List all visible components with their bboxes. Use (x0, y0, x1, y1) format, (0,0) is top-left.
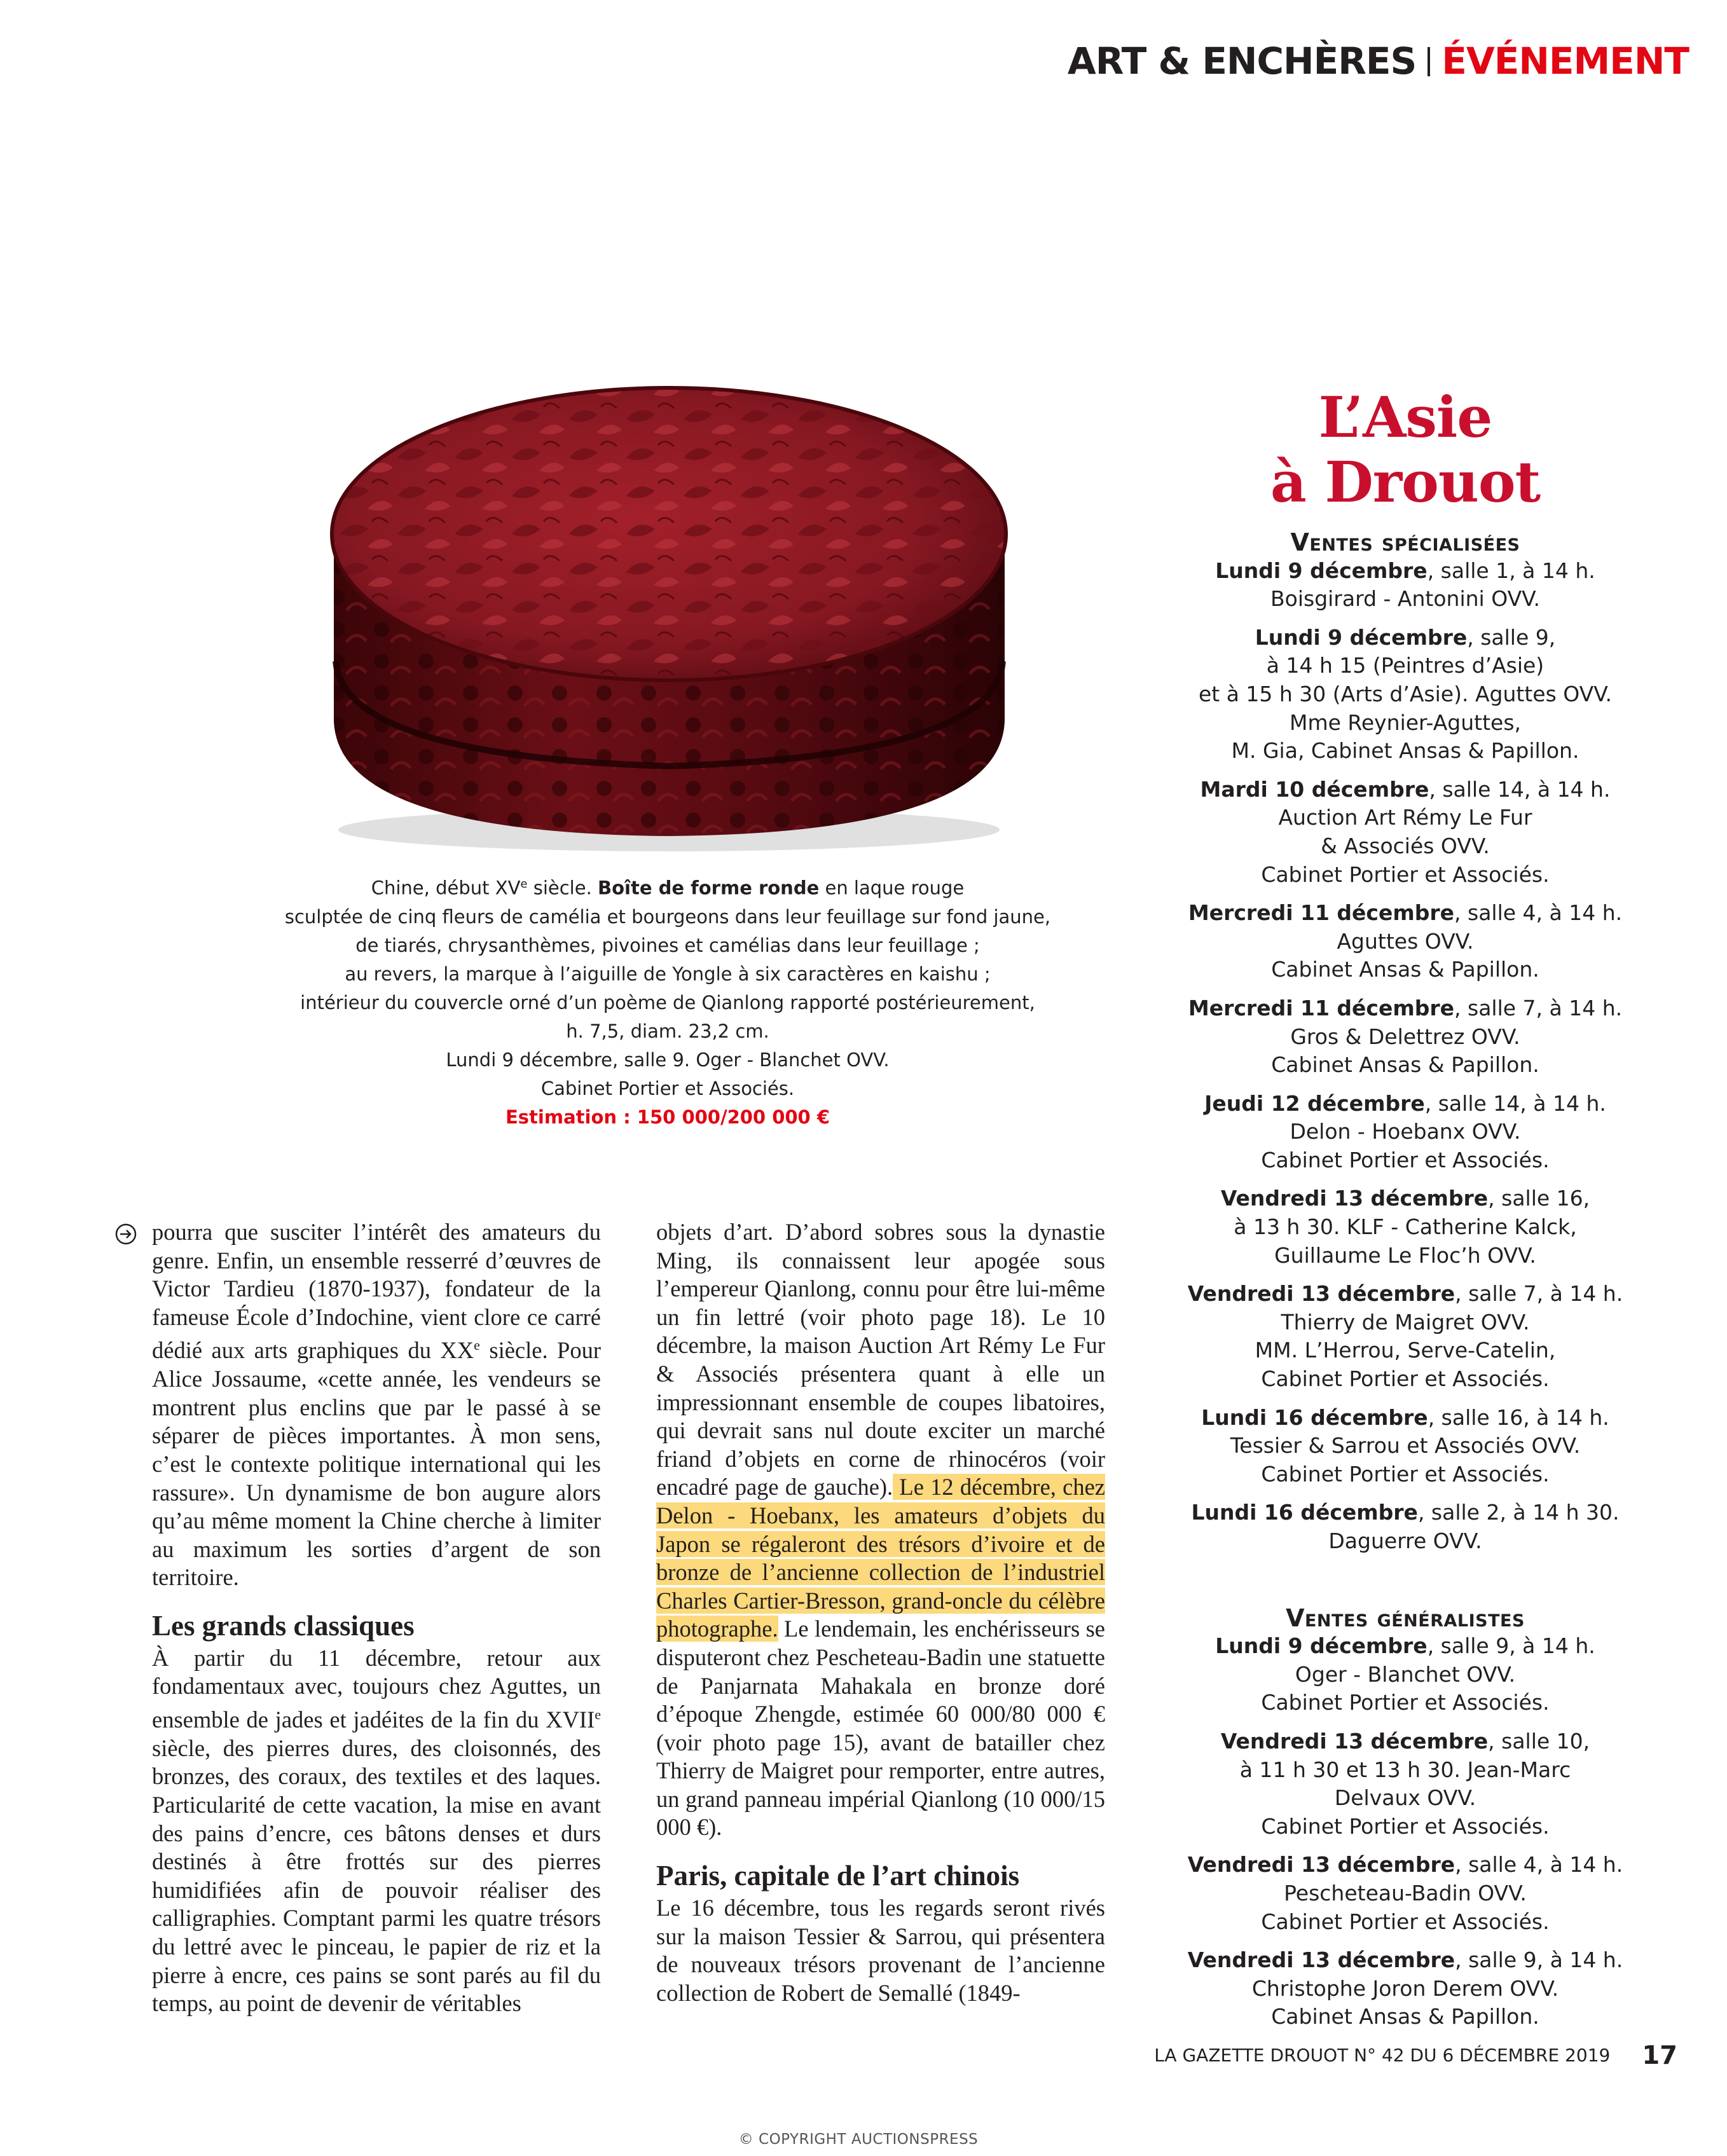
sale-detail-line: Cabinet Portier et Associés. (1261, 1461, 1550, 1487)
sale-date-line (1164, 624, 1647, 652)
specialized-sales-heading: Ventes spécialisées (1290, 528, 1520, 556)
sale-room: , salle 2, à 14 h 30. (1417, 1500, 1620, 1525)
sale-detail-line: à 11 h 30 et 13 h 30. Jean-Marc (1239, 1757, 1571, 1782)
caption-line-7: Lundi 9 décembre, salle 9. Oger - Blanchet OVV. (446, 1048, 890, 1071)
sale-date-line (1164, 1632, 1647, 1661)
sale-date-line (1164, 1727, 1647, 1756)
sale-detail-line: Cabinet Portier et Associés. (1261, 1909, 1550, 1934)
sale-date-line (1164, 1184, 1647, 1213)
sale-detail-line: & Associés OVV. (1321, 833, 1490, 858)
sale-detail-line: Pescheteau-Badin OVV. (1284, 1880, 1527, 1905)
sale-entry (1164, 1404, 1647, 1489)
page-number: 17 (1642, 2041, 1677, 2070)
sale-date: Vendredi 13 décembre (1187, 1947, 1455, 1973)
sale-date: Mercredi 11 décembre (1188, 900, 1455, 926)
sale-date: Lundi 16 décembre (1191, 1500, 1418, 1525)
sale-detail-line: Oger - Blanchet OVV. (1295, 1661, 1516, 1687)
section-header (954, 39, 1689, 90)
sale-entry (1164, 1090, 1647, 1175)
sale-detail-line: Thierry de Maigret OVV. (1281, 1309, 1530, 1335)
sale-detail-line: Cabinet Ansas & Papillon. (1271, 957, 1539, 982)
sale-detail-line: Delon - Hoebanx OVV. (1290, 1119, 1521, 1144)
sale-detail-line: Cabinet Portier et Associés. (1261, 862, 1550, 887)
sale-date-line (1164, 1946, 1647, 1975)
sale-room: , salle 9, (1467, 624, 1556, 650)
sale-date-line (1164, 1280, 1647, 1308)
sale-entry (1164, 899, 1647, 984)
sale-entry (1164, 1946, 1647, 2031)
sale-date: Vendredi 13 décembre (1187, 1852, 1455, 1878)
sale-detail-line: Delvaux OVV. (1334, 1785, 1476, 1811)
sale-detail-line: M. Gia, Cabinet Ansas & Papillon. (1231, 738, 1579, 764)
sale-detail-line: Cabinet Portier et Associés. (1261, 1366, 1550, 1392)
sale-date: Mardi 10 décembre (1200, 776, 1429, 802)
subheading-grands-classiques: Les grands classiques (152, 1609, 415, 1642)
section-label: ÉVÉNEMENT (1441, 39, 1689, 83)
sale-entry (1164, 1184, 1647, 1270)
sale-date-line (1164, 1404, 1647, 1432)
sale-detail-line: Boisgirard - Antonini OVV. (1270, 586, 1540, 612)
sale-entry (1164, 1851, 1647, 1936)
sale-date-line (1164, 776, 1647, 804)
caption-line-4: au revers, la marque à l’aiguille de Yongle à six caractères en kaishu ; (345, 963, 991, 985)
sale-room: , salle 1, à 14 h. (1427, 558, 1595, 583)
sale-room: , salle 16, à 14 h. (1428, 1404, 1609, 1430)
sale-date-line (1164, 557, 1647, 586)
caption-line-3: de tiarés, chrysanthèmes, pivoines et camélias dans leur feuillage ; (355, 934, 980, 956)
copyright-notice: © COPYRIGHT AUCTIONSPRESS (738, 2131, 979, 2148)
sale-date: Vendredi 13 décembre (1220, 1728, 1489, 1754)
sale-room: , salle 4, à 14 h. (1454, 900, 1623, 926)
sale-entry (1164, 624, 1647, 766)
subheading-paris-capitale: Paris, capitale de l’art chinois (656, 1860, 1020, 1892)
sale-detail-line: Mme Reynier-Aguttes, (1289, 710, 1521, 735)
paragraph: objets d’art. D’abord sobres sous la dynastie Ming, ils connaissent leur apogée sous l’empereur Qianlong, connu pour être lui-même un fin lettré (voir photo page 18). Le 10 décembre, la maison Auction Art Rémy Le Fur & Associés présentera quant à elle un impressionnant ensemble de coupes libatoires, qui devrait sans nul doute exciter un marché friand d’objets en corne de rhinocéros (voir encadré page de gauche). Le 12 décembre, chez Delon - Hoebanx, les amateurs d’objets du Japon se régaleront des trésors d’ivoire et de bronze de l’ancienne collection de l’industriel Charles Cartier-Bresson, grand-oncle du célèbre photographe. Le lendemain, les enchérisseurs se disputeront chez Pescheteau-Badin une statuette de Panjarnata Mahakala en bronze doré d’époque Zhengde, estimée 60 000/80 000 € (voir photo page 15), avant de batailler chez Thierry de Maigret pour remporter, entre autres, un grand panneau impérial Qianlong (10 000/15 000 €). (656, 1219, 1105, 1841)
caption-estimate: Estimation : 150 000/200 000 € (505, 1106, 830, 1128)
sale-detail-line: Christophe Joron Derem OVV. (1251, 1975, 1559, 2001)
sale-date-line (1164, 994, 1647, 1023)
photo-caption (191, 870, 1145, 1132)
sale-room: , salle 10, (1488, 1728, 1590, 1754)
caption-line-5: intérieur du couvercle orné d’un poème de Qianlong rapporté postérieurement, (300, 991, 1035, 1013)
sale-entry (1164, 994, 1647, 1080)
sale-date-line (1164, 899, 1647, 928)
caption-line-2: sculptée de cinq fleurs de camélia et bourgeons dans leur feuillage sur fond jaune, (284, 905, 1051, 928)
general-sales-heading: Ventes généralistes (1286, 1603, 1525, 1632)
sale-detail-line: Tessier & Sarrou et Associés OVV. (1230, 1433, 1581, 1459)
sale-detail-line: Auction Art Rémy Le Fur (1278, 805, 1532, 830)
spacer (1164, 1566, 1647, 1604)
sidebar-title: L’Asie à Drouot (1270, 384, 1541, 515)
sale-room: , salle 14, à 14 h. (1424, 1090, 1606, 1116)
article-column-2 (656, 1218, 1105, 2007)
sale-detail-line: Cabinet Ansas & Papillon. (1271, 2004, 1539, 2029)
sale-room: , salle 7, à 14 h. (1455, 1281, 1623, 1307)
sale-entry (1164, 1280, 1647, 1393)
sale-detail-line: à 14 h 15 (Peintres d’Asie) (1266, 653, 1545, 678)
issue-label: LA GAZETTE DROUOT N° 42 DU 6 DÉCEMBRE 2019 (1154, 2045, 1611, 2066)
article-column-1 (152, 1218, 601, 2018)
sale-detail-line: MM. L’Herrou, Serve-Catelin, (1255, 1338, 1556, 1363)
sale-room: , salle 9, à 14 h. (1455, 1947, 1623, 1973)
sale-date: Lundi 9 décembre (1255, 624, 1468, 650)
sale-date-line (1164, 1090, 1647, 1118)
sale-entry (1164, 1727, 1647, 1841)
sale-date: Lundi 9 décembre (1215, 558, 1428, 583)
sale-date: Lundi 9 décembre (1215, 1633, 1428, 1659)
continue-arrow-icon (114, 1223, 137, 1246)
sale-detail-line: Cabinet Ansas & Papillon. (1271, 1052, 1539, 1078)
sale-date: Vendredi 13 décembre (1187, 1281, 1455, 1307)
sale-detail-line: Cabinet Portier et Associés. (1261, 1147, 1550, 1172)
sale-detail-line: Guillaume Le Floc’h OVV. (1274, 1242, 1536, 1268)
sale-date: Lundi 16 décembre (1201, 1404, 1428, 1430)
sale-date: Mercredi 11 décembre (1188, 995, 1455, 1020)
sale-date: Vendredi 13 décembre (1220, 1186, 1489, 1211)
sale-detail-line: Gros & Delettrez OVV. (1290, 1024, 1520, 1049)
sale-detail-line: Cabinet Portier et Associés. (1261, 1813, 1550, 1839)
paragraph: À partir du 11 décembre, retour aux fondamentaux avec, toujours chez Aguttes, un ensemble de jades et jadéites de la fin du XVIIe siècle, des pierres dures, des cloisonnés, des bronzes, des coraux, des textiles et des laques. Particularité de cette vacation, la mise en avant des pains d’encre, ces bâtons denses et durs destinés à être frottés sur des pierres humidifiées afin de pouvoir réaliser des calligraphies. Comptant parmi les quatre trésors du lettré avec le pinceau, le papier de riz et la pierre à encre, ces pains se sont parés au fil du temps, au point de devenir de véritables (152, 1644, 601, 2017)
sale-room: , salle 4, à 14 h. (1455, 1852, 1623, 1878)
sale-entry (1164, 557, 1647, 614)
sale-room: , salle 7, à 14 h. (1454, 995, 1623, 1020)
sale-detail-line: à 13 h 30. KLF - Catherine Kalck, (1234, 1214, 1577, 1240)
specialized-sales-list (1164, 557, 1647, 1556)
sale-entry (1164, 776, 1647, 889)
sale-date: Jeudi 12 décembre (1204, 1090, 1425, 1116)
sale-room: , salle 16, (1488, 1186, 1590, 1211)
sale-detail-line: et à 15 h 30 (Arts d’Asie). Aguttes OVV. (1198, 681, 1613, 706)
sales-sidebar (1164, 385, 1647, 2042)
sale-entry (1164, 1632, 1647, 1717)
sale-date-line (1164, 1499, 1647, 1527)
general-sales-list (1164, 1632, 1647, 2031)
page-footer (787, 2041, 1677, 2070)
sale-detail-line: Daguerre OVV. (1328, 1528, 1482, 1553)
paragraph: pourra que susciter l’intérêt des amateurs du genre. Enfin, un ensemble resserré d’œuvres de Victor Tardieu (1870-1937), fondateur de la fameuse École d’Indochine, vient clore ce carré dédié aux arts graphiques du XXe siècle. Pour Alice Jossaume, «cette année, les vendeurs se montrent plus enclins que par le passé à se séparer de pièces importantes. À mon sens, c’est le contexte politique international qui les rassure». Un dynamisme de bon augure alors qu’au même moment la Chine cherche à limiter au maximum les sorties d’argent de son territoire. (152, 1219, 602, 1591)
lacquer-box-photo (280, 362, 1056, 858)
caption-line-1: Chine, début XVe siècle. Boîte de forme ronde en laque rouge (371, 877, 965, 899)
paragraph: Le 16 décembre, tous les regards seront rivés sur la maison Tessier & Sarrou, qui présentera de nouveaux trésors provenant de l’ancienne collection de Robert de Semallé (1849- (656, 1895, 1105, 2006)
sale-date-line (1164, 1851, 1647, 1879)
caption-line-8: Cabinet Portier et Associés. (540, 1077, 795, 1099)
caption-line-6: h. 7,5, diam. 23,2 cm. (566, 1020, 769, 1042)
sale-room: , salle 14, à 14 h. (1429, 776, 1611, 802)
sale-detail-line: Aguttes OVV. (1337, 928, 1474, 954)
rubric-label: ART & ENCHÈRES (1067, 39, 1417, 83)
sale-room: , salle 9, à 14 h. (1427, 1633, 1595, 1659)
sale-detail-line: Cabinet Portier et Associés. (1261, 1690, 1550, 1715)
sale-entry (1164, 1499, 1647, 1555)
header-separator (1428, 47, 1430, 76)
highlighted-passage: Le 12 décembre, chez Delon - Hoebanx, les amateurs d’objets du Japon se régaleront des trésors d’ivoire et de bronze de l’ancienne collection de l’industriel Charles Cartier-Bresson, grand-oncle du célèbre photographe. (656, 1474, 1105, 1642)
